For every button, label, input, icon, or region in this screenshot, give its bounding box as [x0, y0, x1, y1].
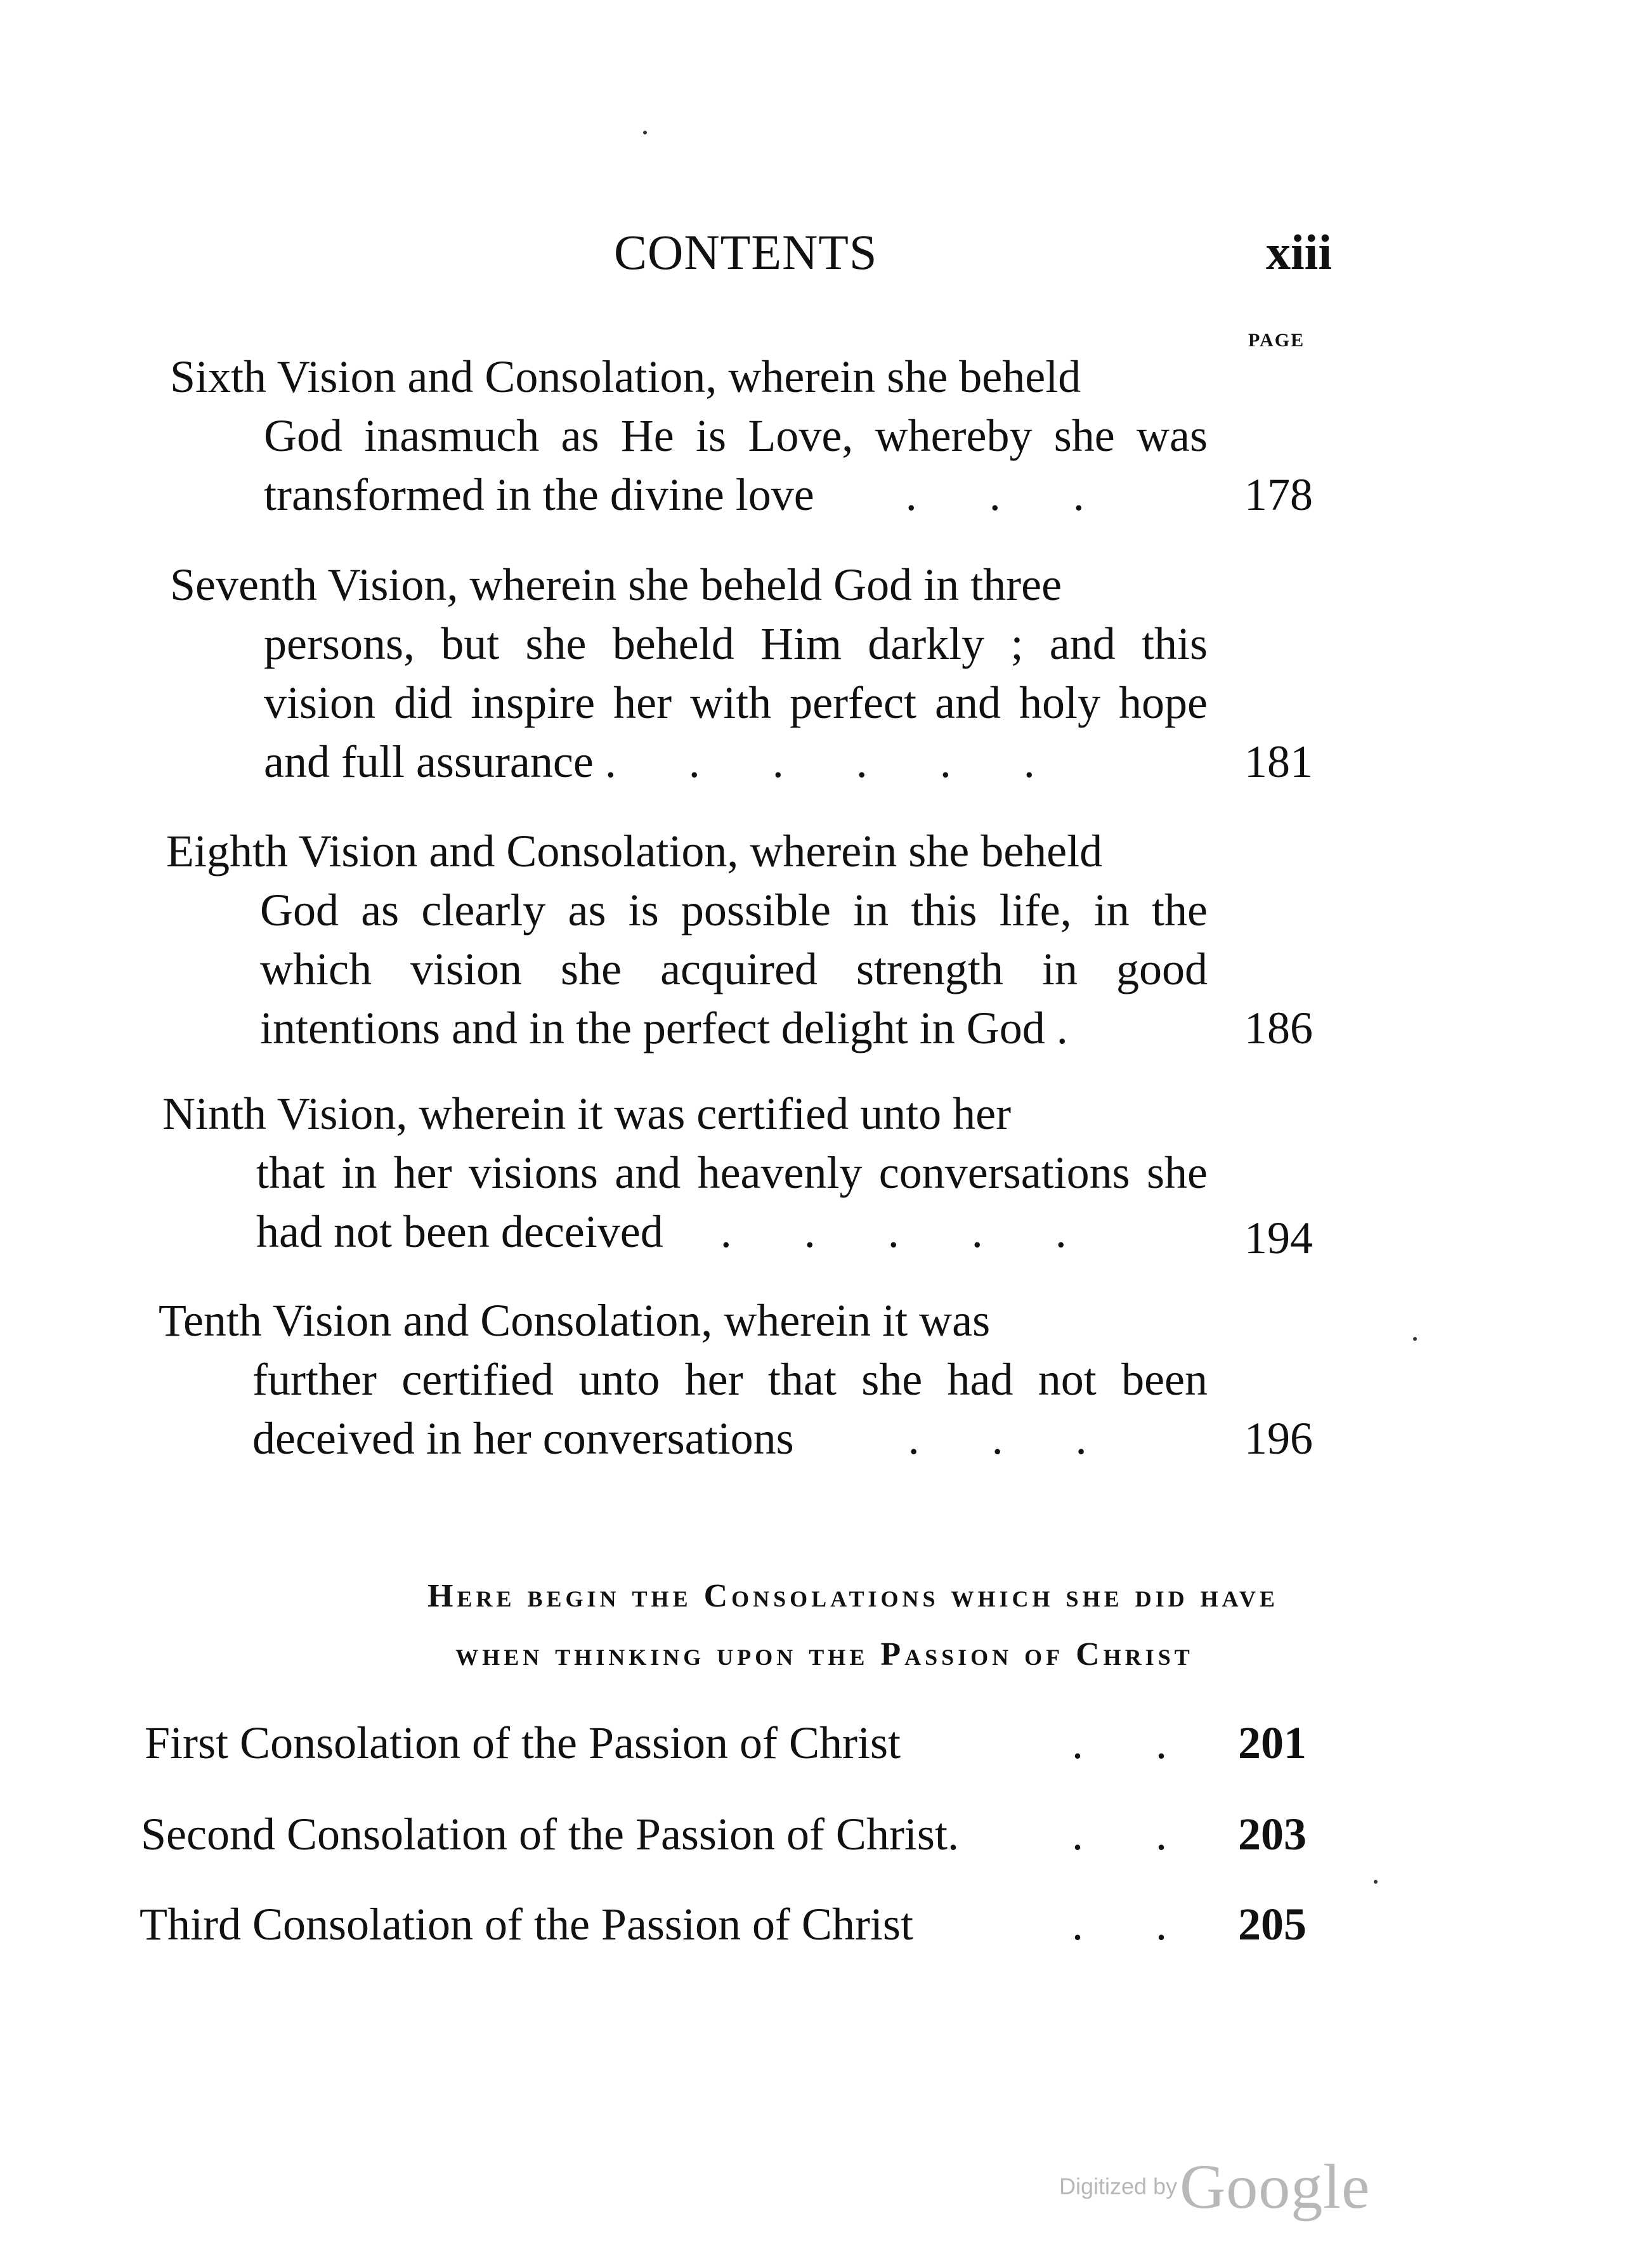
toc-entry-page: 178: [1244, 469, 1313, 520]
dot-leaders: . . . . . .: [604, 736, 1066, 787]
digitized-watermark: [1059, 2150, 1370, 2223]
toc-entry-rest: God inasmuch as He is Love, whereby she was transformed in the divine love: [264, 410, 1208, 520]
toc-entry-title: Third Consolation of the Passion of Christ: [140, 1899, 913, 1950]
dot-leaders: . .: [1072, 1717, 1197, 1768]
dot-leaders: . . .: [908, 1413, 1118, 1464]
toc-entry-rest: further certified unto her that she had not been deceived in her conversations: [252, 1354, 1208, 1464]
toc-entry-rest: God as clearly as is possible in this life, in the which vision she acquired strength in good intentions and in the perfect delight in God: [260, 885, 1208, 1053]
watermark-prefix: Digitized by: [1059, 2173, 1178, 2200]
page-title: CONTENTS: [614, 225, 878, 280]
print-speck: [1374, 1880, 1378, 1884]
dot-leaders: . . . . .: [720, 1206, 1097, 1257]
running-head: [0, 221, 1649, 284]
toc-entry-page: 205: [1238, 1899, 1307, 1950]
print-speck: [1413, 1337, 1417, 1341]
toc-entry-first-line: Eighth Vision and Consolation, wherein she beheld: [166, 826, 1103, 877]
dot-leaders: .: [1056, 1003, 1068, 1053]
toc-entry-page: 194: [1244, 1213, 1313, 1263]
section-heading-line-2: when thinking upon the Passion of Christ: [455, 1636, 1194, 1672]
toc-entry-page: 201: [1238, 1717, 1307, 1768]
toc-entry-title: Second Consolation of the Passion of Christ.: [141, 1809, 959, 1860]
page-column-label: PAGE: [1248, 330, 1305, 351]
toc-entry-page: 181: [1244, 736, 1313, 787]
toc-entry-rest: persons, but she beheld Him darkly ; and this vision did inspire her with perfect and holy hope and full assurance: [264, 618, 1208, 787]
dot-leaders: . .: [1072, 1899, 1197, 1950]
toc-entry-continuation: [166, 881, 1208, 1058]
toc-entry-first-line: Ninth Vision, wherein it was certified unto her: [162, 1088, 1012, 1139]
toc-entry-text: [162, 1085, 1208, 1261]
toc-entry-page: 203: [1238, 1809, 1307, 1860]
toc-entry-passion: [145, 1714, 901, 1773]
toc-entry-page: 186: [1244, 1003, 1313, 1053]
toc-entry-rest: that in her visions and heavenly conversations she had not been deceived: [256, 1147, 1208, 1257]
toc-entry-page: 196: [1244, 1413, 1313, 1464]
toc-entry-continuation: [170, 407, 1208, 525]
toc-entry-continuation: [162, 1144, 1208, 1261]
toc-entry-passion: [140, 1895, 913, 1954]
toc-entry-first-line: Sixth Vision and Consolation, wherein she beheld: [170, 351, 1081, 402]
dot-leaders: . . .: [905, 469, 1115, 520]
section-heading-line-1: Here begin the Consolations which she did have: [427, 1578, 1279, 1614]
toc-entry-passion: [141, 1805, 959, 1864]
page-number: xiii: [1266, 225, 1333, 280]
toc-entry-first-line: Tenth Vision and Consolation, wherein it was: [159, 1295, 991, 1346]
toc-entry-text: [159, 1291, 1208, 1468]
toc-entry-continuation: [159, 1350, 1208, 1468]
print-speck: [643, 131, 647, 134]
toc-entry-first-line: Seventh Vision, wherein she beheld God in three: [170, 559, 1062, 610]
toc-entry-text: [170, 348, 1208, 525]
toc-entry-title: First Consolation of the Passion of Christ: [145, 1717, 901, 1768]
dot-leaders: . .: [1072, 1809, 1197, 1860]
toc-entry-text: [170, 556, 1208, 792]
toc-entry-text: [166, 822, 1208, 1058]
google-logo: Google: [1180, 2151, 1371, 2222]
section-heading: [0, 1568, 1649, 1683]
toc-entry-continuation: [170, 615, 1208, 792]
